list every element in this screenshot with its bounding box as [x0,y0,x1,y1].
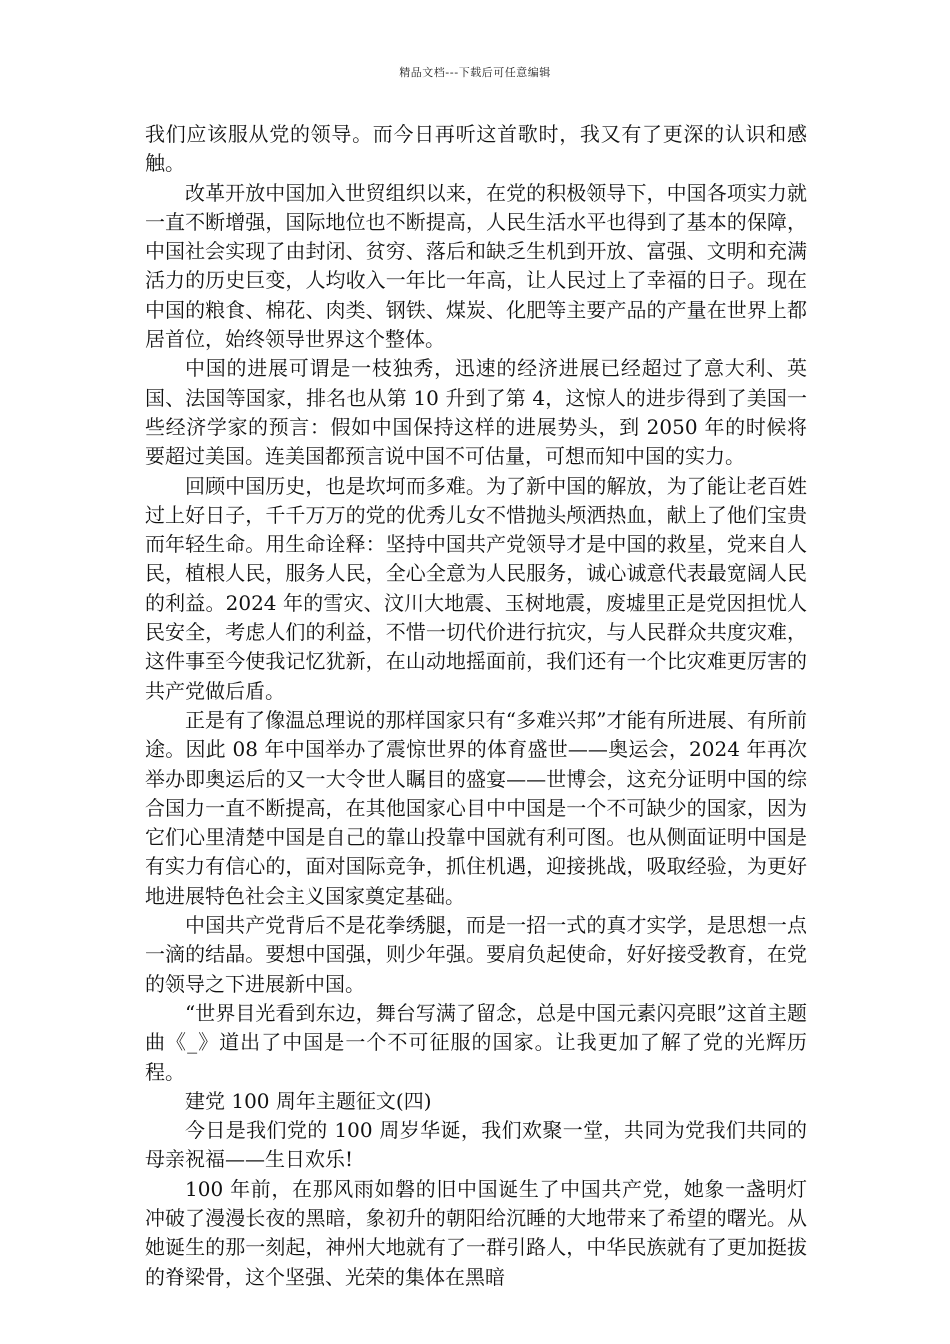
paragraph-6: 中国共产党背后不是花拳绣腿，而是一招一式的真才实学，是思想一点一滴的结晶。要想中国强，则少年强。要肩负起使命，好好接受教育，在党的领导之下进展新中国。 [145,913,807,996]
document-body [145,120,807,1292]
paragraph-8: 今日是我们党的 100 周岁华诞，我们欢聚一堂，共同为党我们共同的母亲祝福——生日欢乐! [145,1118,807,1172]
paragraph-5: 正是有了像温总理说的那样国家只有“多难兴邦”才能有所进展、有所前途。因此 08 年中国举办了震惊世界的体育盛世——奥运会，2024 年再次举办即奥运后的又一大令世人瞩目的盛宴——世博会，这充分证明中国的综合国力一直不断提高，在其他国家心目中中国是一个不可缺少的国家，因为它们心里清楚中国是自己的靠山投靠中国就有利可图。也从侧面证明中国是有实力有信心的，面对国际竞争，抓住机遇，迎接挑战，吸取经验，为更好地进展特色社会主义国家奠定基础。 [145,707,807,908]
page-header: 精品文档---下载后可任意编辑 [399,66,551,79]
paragraph-2: 改革开放中国加入世贸组织以来，在党的积极领导下，中国各项实力就一直不断增强，国际地位也不断提高，人民生活水平也得到了基本的保障，中国社会实现了由封闭、贫穷、落后和缺乏生机到开放、富强、文明和充满活力的历史巨变，人均收入一年比一年高，让人民过上了幸福的日子。现在中国的粮食、棉花、肉类、钢铁、煤炭、化肥等主要产品的产量在世界上都居首位，始终领导世界这个整体。 [145,180,807,352]
paragraph-3: 中国的进展可谓是一枝独秀，迅速的经济进展已经超过了意大利、英国、法国等国家，排名也从第 10 升到了第 4，这惊人的进步得到了美国一些经济学家的预言：假如中国保持这样的进展势头，到 2050 年的时候将要超过美国。连美国都预言说中国不可估量，可想而知中国的实力。 [145,356,807,469]
paragraph-4: 回顾中国历史，也是坎坷而多难。为了新中国的解放，为了能让老百姓过上好日子，千千万万的党的优秀儿女不惜抛头颅洒热血，献上了他们宝贵而年轻生命。用生命诠释：坚持中国共产党领导才是中国的救星，党来自人民，植根人民，服务人民，全心全意为人民服务，诚心诚意代表最宽阔人民的利益。2024 年的雪灾、汶川大地震、玉树地震，废墟里正是党因担忧人民安全，考虑人们的利益，不惜一切代价进行抗灾，与人民群众共度灾难，这件事至今使我记忆犹新，在山动地摇面前，我们还有一个比灾难更厉害的共产党做后盾。 [145,473,807,703]
paragraph-1: 我们应该服从党的领导。而今日再听这首歌时，我又有了更深的认识和感触。 [145,122,807,176]
paragraph-9: 100 年前，在那风雨如磐的旧中国诞生了中国共产党，她象一盏明灯冲破了漫漫长夜的黑暗，象初升的朝阳给沉睡的大地带来了希望的曙光。从她诞生的那一刻起，神州大地就有了一群引路人，中华民族就有了更加挺拔的脊梁骨，这个坚强、光荣的集体在黑暗 [145,1176,807,1289]
paragraph-7: “世界目光看到东边，舞台写满了留念，总是中国元素闪亮眼”这首主题曲《_》道出了中国是一个不可征服的国家。让我更加了解了党的光辉历程。 [145,1000,807,1084]
section-heading: 建党 100 周年主题征文(四) [185,1088,432,1113]
